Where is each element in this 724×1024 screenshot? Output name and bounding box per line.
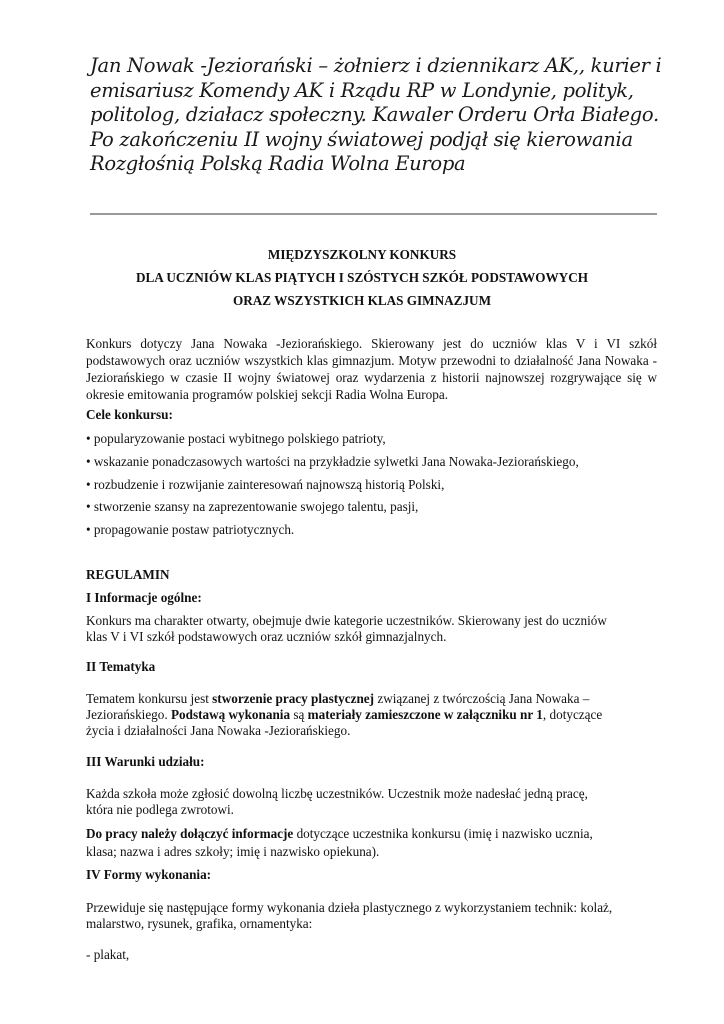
section-2-line	[86, 690, 661, 707]
section-4-item: - plakat,	[86, 947, 130, 962]
section-2-line	[86, 706, 661, 723]
section-2-text: związanej z twórczością Jana Nowaka –	[374, 691, 590, 706]
regulamin-heading: REGULAMIN	[86, 567, 170, 582]
section-2-bold: Podstawą wykonania	[170, 707, 291, 722]
header-divider	[90, 213, 657, 215]
title-line-3: ORAZ WSZYSTKICH KLAS GIMNAZJUM	[232, 293, 492, 308]
section-1-line: Konkurs ma charakter otwarty, obejmuje dwie kategorie uczestników. Skierowany jest do uczniów	[86, 613, 607, 628]
section-3-line	[86, 825, 661, 842]
goals-heading: Cele konkursu:	[86, 407, 173, 422]
section-4-heading: IV Formy wykonania:	[86, 867, 212, 882]
intro-paragraph: Konkurs dotyczy Jana Nowaka -Jeziorańskiego. Skierowany jest do uczniów klas V i VI szkół podstawowych oraz uczniów wszystkich klas gimnazjum. Motyw przewodni to działalność Jana Nowaka -Jeziorańskiego w czasie II wojny światowej oraz wydarzenia z historii najnowszej rozgrywające się w okresie emitowania programów polskiej sekcji Radia Wolna Europa.	[86, 336, 657, 402]
section-1-heading: I Informacje ogólne:	[86, 590, 202, 605]
section-4-line: Przewiduje się następujące formy wykonania dzieła plastycznego z wykorzystaniem technik: kolaż,	[86, 900, 613, 915]
goal-item: • wskazanie ponadczasowych wartości na przykładzie sylwetki Jana Nowaka-Jeziorańskiego,	[86, 454, 579, 469]
section-2-line: życia i działalności Jana Nowaka -Jeziorańskiego.	[86, 723, 351, 738]
section-3-text: dotyczące uczestnika konkursu (imię i nazwisko ucznia,	[293, 826, 593, 841]
title-line-2: DLA UCZNIÓW KLAS PIĄTYCH I SZÓSTYCH SZKÓŁ PODSTAWOWYCH	[135, 270, 588, 285]
section-2-text: Jeziorańskiego.	[86, 707, 171, 722]
section-2-text: , dotyczące	[542, 707, 603, 722]
title-line-1: MIĘDZYSZKOLNY KONKURS	[267, 247, 457, 262]
goal-item: • rozbudzenie i rozwijanie zainteresowań najnowszą historią Polski,	[86, 477, 445, 492]
section-3-heading: III Warunki udziału:	[86, 754, 205, 769]
section-3-line: Każda szkoła może zgłosić dowolną liczbę uczestników. Uczestnik może nadesłać jedną pracę,	[86, 786, 588, 801]
section-2-bold: stworzenie pracy plastycznej	[212, 691, 375, 706]
section-3-line: która nie podlega zwrotowi.	[86, 802, 234, 817]
header-bio: Jan Nowak -Jeziorański – żołnierz i dziennikarz AK,, kurier i emisariusz Komendy AK i Rządu RP w Londynie, polityk, politolog, działacz społeczny. Kawaler Orderu Orła Białego. Po zakończeniu II wojny światowej podjął się kierowania Rozgłośnią Polską Radia Wolna Europa	[90, 54, 662, 175]
section-1-line: klas V i VI szkół podstawowych oraz uczniów szkół gimnazjalnych.	[86, 629, 447, 644]
section-2-text: Tematem konkursu jest	[86, 691, 213, 706]
goal-item: • popularyzowanie postaci wybitnego polskiego patrioty,	[86, 431, 386, 446]
section-2-bold: materiały zamieszczone w załączniku nr 1	[307, 707, 543, 722]
section-4-line: malarstwo, rysunek, grafika, ornamentyka:	[86, 916, 313, 931]
goal-item: • propagowanie postaw patriotycznych.	[86, 522, 295, 537]
section-2-heading: II Tematyka	[86, 659, 156, 674]
section-3-line: klasa; nazwa i adres szkoły; imię i nazwisko opiekuna).	[86, 844, 380, 859]
section-3-bold: Do pracy należy dołączyć informacje	[86, 826, 294, 841]
section-2-text: są	[290, 707, 308, 722]
goal-item: • stworzenie szansy na zaprezentowanie swojego talentu, pasji,	[86, 499, 419, 514]
